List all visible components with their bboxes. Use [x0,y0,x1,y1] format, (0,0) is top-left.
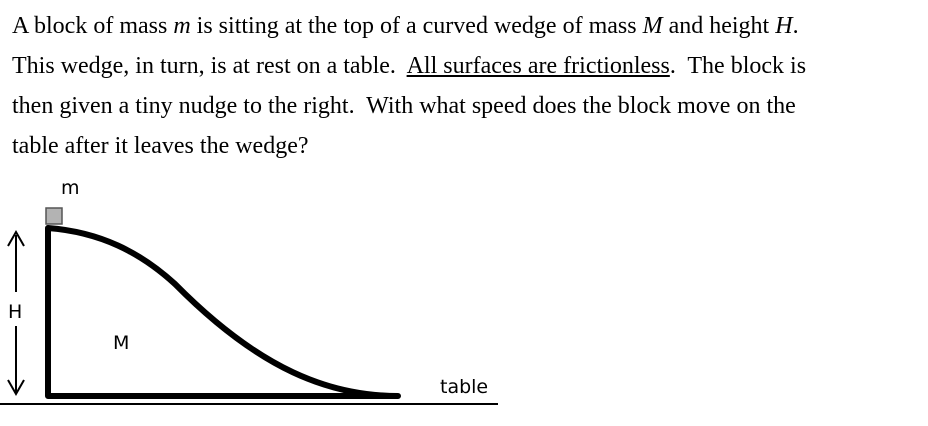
problem-line-1: A block of mass m is sitting at the top of a curved wedge of mass M and height H. [12,13,799,39]
curved-wedge [48,228,398,396]
problem-line-4: table after it leaves the wedge? [12,133,309,159]
wedge-label: M [113,332,130,354]
frictionless-emphasis: All surfaces are frictionless [406,53,670,79]
problem-line-2: This wedge, in turn, is at rest on a table. All surfaces are frictionless. The block is [12,53,807,79]
table-label: table [440,376,489,398]
var-H: H [775,13,793,39]
block [46,208,62,224]
problem-line-3: then given a tiny nudge to the right. With what speed does the block move on the [12,93,796,119]
block-label: m [61,177,80,199]
var-m: m [173,13,191,39]
var-M: M [642,13,663,39]
height-label: H [8,301,23,323]
